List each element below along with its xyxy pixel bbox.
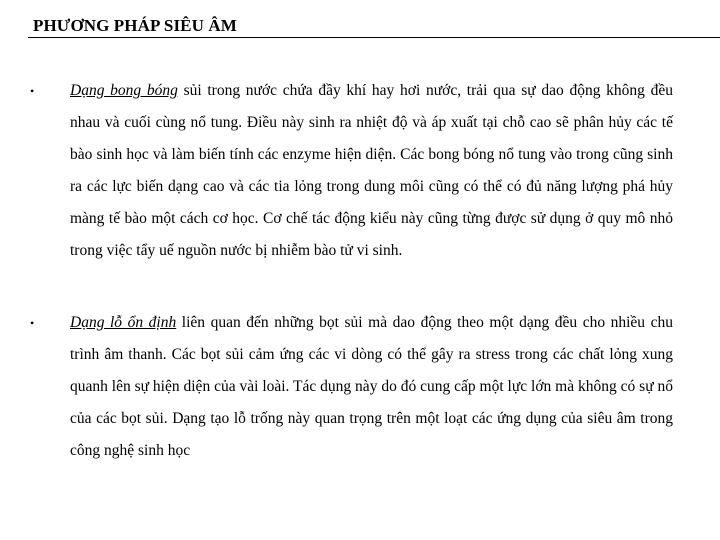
bullet-marker: •: [30, 316, 35, 330]
bullet-term: Dạng bong bóng: [70, 82, 178, 99]
bullet-item: [30, 307, 673, 467]
bullet-text: liên quan đến những bọt sủi mà dao động theo một dạng đều cho nhiều chu trình âm thanh. Các bọt sủi cảm ứng các vi dòng có thể gây ra stress trong các chất lỏng xung quanh lên sự hiện diện của vài loài. Tác dụng này do đó cung cấp một lực lớn mà không có sự nổ của các bọt sủi. Dạng tạo lỗ trống này quan trọng trên một loạt các ứng dụng của siêu âm trong công nghệ sinh học: [70, 314, 673, 459]
bullet-marker: •: [30, 84, 35, 98]
title-underline-divider: [28, 37, 720, 38]
slide-title: PHƯƠNG PHÁP SIÊU ÂM: [33, 16, 237, 35]
bullet-text: sủi trong nước chứa đầy khí hay hơi nước, trải qua sự dao động không đều nhau và cuối cùng nổ tung. Điều này sinh ra nhiệt độ và áp xuất tại chỗ cao sẽ phân hủy các tế bào sinh học và làm biến tính các enzyme hiện diện. Các bong bóng nổ tung vào trong cũng sinh ra các lực biến dạng cao và các tia lỏng trong dung môi cũng có thể có đủ năng lượng phá hủy màng tế bào một cách cơ học. Cơ chế tác động kiểu này cũng từng được sử dụng ở quy mô nhỏ trong việc tẩy uế nguồn nước bị nhiễm bào tử vi sinh.: [70, 82, 673, 259]
bullet-item: [30, 75, 673, 267]
bullet-term: Dạng lỗ ổn định: [70, 314, 177, 331]
